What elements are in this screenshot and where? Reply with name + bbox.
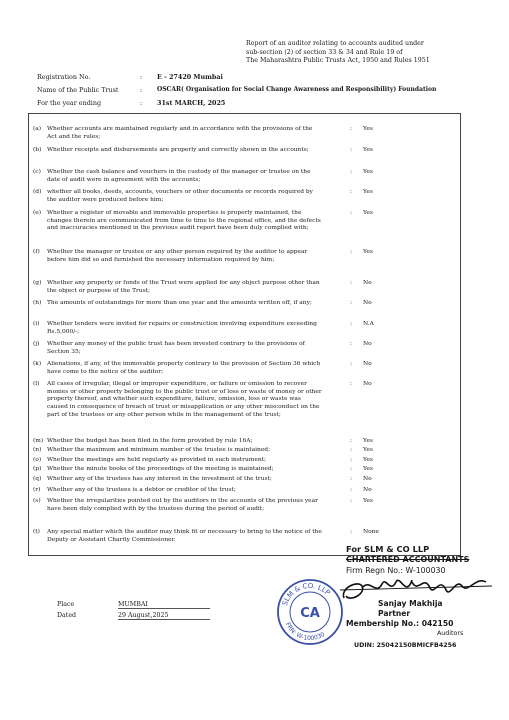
- place-label: Place: [57, 601, 75, 608]
- auditors-label: Auditors: [437, 630, 464, 637]
- signatory-membership: Membership No.: 042150: [346, 619, 454, 628]
- svg-text:SLM & CO. LLP: SLM & CO. LLP: [280, 581, 332, 607]
- answer: Yes: [363, 210, 373, 216]
- trust-name-value: OSCAR( Organisation for Social Change Awareness and Responsibility) Foundation: [157, 86, 437, 93]
- answer: No: [363, 476, 372, 482]
- signature-firm: For SLM & CO LLP: [346, 544, 430, 554]
- answer: Yes: [363, 189, 373, 195]
- udin-number: UDIN: 25042150BMICFB4256: [354, 642, 457, 649]
- date-value: 29 August,2025: [118, 612, 210, 620]
- signature-frn: Firm Regn No.: W-100030: [346, 566, 446, 575]
- answer: No: [363, 341, 372, 347]
- report-header: [246, 40, 496, 66]
- answer: No: [363, 487, 372, 493]
- signatory-name: Sanjay Makhija: [378, 599, 443, 608]
- answer: Yes: [363, 169, 373, 175]
- audit-questions-box: (a) Whether accounts are maintained regularly and in accordance with the provisions of the Act and the rules; : Yes (b) Whether receipts and disbursements are properly and correctly shown in the accounts; : Yes (c) Whether the cash balance and vouchers in the custody of the manager or trustee on the date of audit were in agreement with the accounts; : Yes (d) whether all books, deeds, accounts, vouchers or other documents or records required by the auditor were produced before him; : Yes (e) Whether a register of movable and immovable properties is properly maintained, the changes therein are communicated from time to time to the regional office, and the defects and inaccuracies mentioned in the previous audit report have been duly complied with; : Yes (f) Whether the manager or trustee or any other person required by the auditor to appear before him did so and furnished the necessary information required by him; : Yes (g) Whether any property or funds of the Trust were applied for any object purpose other than the object or purpose of the Trust; : No (h) The amounts of outstandings for more than one year and the amounts written off, if any; : No (i) Whether tenders were invited for repairs or construction involving expenditure exceeding Rs.5,000/-; : N.A (j) Whether any money of the public trust has been invested contrary to the provisions of Section 35; : No (k) Alienations, if any, of the immovable property contrary to the provision of Section 36 which have come to the notice of the auditor; : No (l) All cases of irregular, illegal or improper expenditure, or failure or omission to recover monies or other property belonging to the public trust or of loss or waste of money or other property thereof, and whether such expenditure, failure, omission, loss or waste was caused in consequence of breach of trust or misapplication or any other misconduct on the part of the trustees or any other person while in the management of the trust; : No (m) Whether the budget has been filed in the form provided by rule 16A; : Yes (n) Whether the maximum and minimum number of the trustee is maintained; : Yes (o) Whether the meetings are held regularly as provided in such instrument; : Yes (p) Whether the minute books of the proceedings of the meeting is maintained; : Yes (q) Whether any of the trustees has any interest in the investment of the trust; : No (r) Whether any of the trustees is a debtor or creditor of the trust; : No (s) Whether the irregularities pointed out by the auditors in the accounts of the previous year have been duly complied with by the trustees during the period of audit; : Yes (t) Any special matter which the auditor may think fit or necessary to bring to the notice of the Deputy or Assistant Charity Commissioner. : None: [28, 113, 461, 556]
- answer: N.A: [363, 321, 374, 327]
- answer: No: [363, 300, 372, 306]
- registration-value: E - 27420 Mumbai: [157, 73, 223, 81]
- answer: Yes: [363, 447, 373, 453]
- header-line-2: sub-section (2) of section 33 & 34 and Rule 19 of: [246, 48, 403, 56]
- answer: Yes: [363, 438, 373, 444]
- signatory-title: Partner: [378, 609, 411, 618]
- svg-text:FRN: W-100030: FRN: W-100030: [283, 621, 327, 643]
- meta-colon: :: [140, 73, 143, 81]
- header-line-1: Report of an auditor relating to accounts audited under: [246, 40, 424, 47]
- trust-name-label: Name of the Public Trust: [37, 86, 119, 94]
- header-line-3: The Maharashtra Public Trusts Act, 1950 and Rules 1951: [246, 57, 430, 65]
- answer: None: [363, 529, 379, 535]
- answer: Yes: [363, 498, 373, 504]
- registration-label: Registration No.: [37, 73, 91, 81]
- answer: No: [363, 381, 372, 387]
- answer: Yes: [363, 249, 373, 255]
- year-ending-label: For the year ending: [37, 99, 102, 107]
- answer: Yes: [363, 466, 373, 472]
- svg-text:CA: CA: [300, 606, 320, 621]
- place-value: MUMBAI: [118, 601, 210, 609]
- answer: Yes: [363, 457, 373, 463]
- signature-role: CHARTERED ACCOUNTANTS: [346, 555, 470, 564]
- answer: Yes: [363, 147, 373, 153]
- answer: No: [363, 361, 372, 367]
- answer: Yes: [363, 126, 373, 132]
- firm-seal-stamp: [276, 578, 344, 646]
- date-label: Dated: [57, 612, 77, 619]
- meta-colon: :: [140, 99, 143, 107]
- meta-colon: :: [140, 86, 143, 94]
- year-ending-value: 31st MARCH, 2025: [157, 99, 226, 107]
- answer: No: [363, 280, 372, 286]
